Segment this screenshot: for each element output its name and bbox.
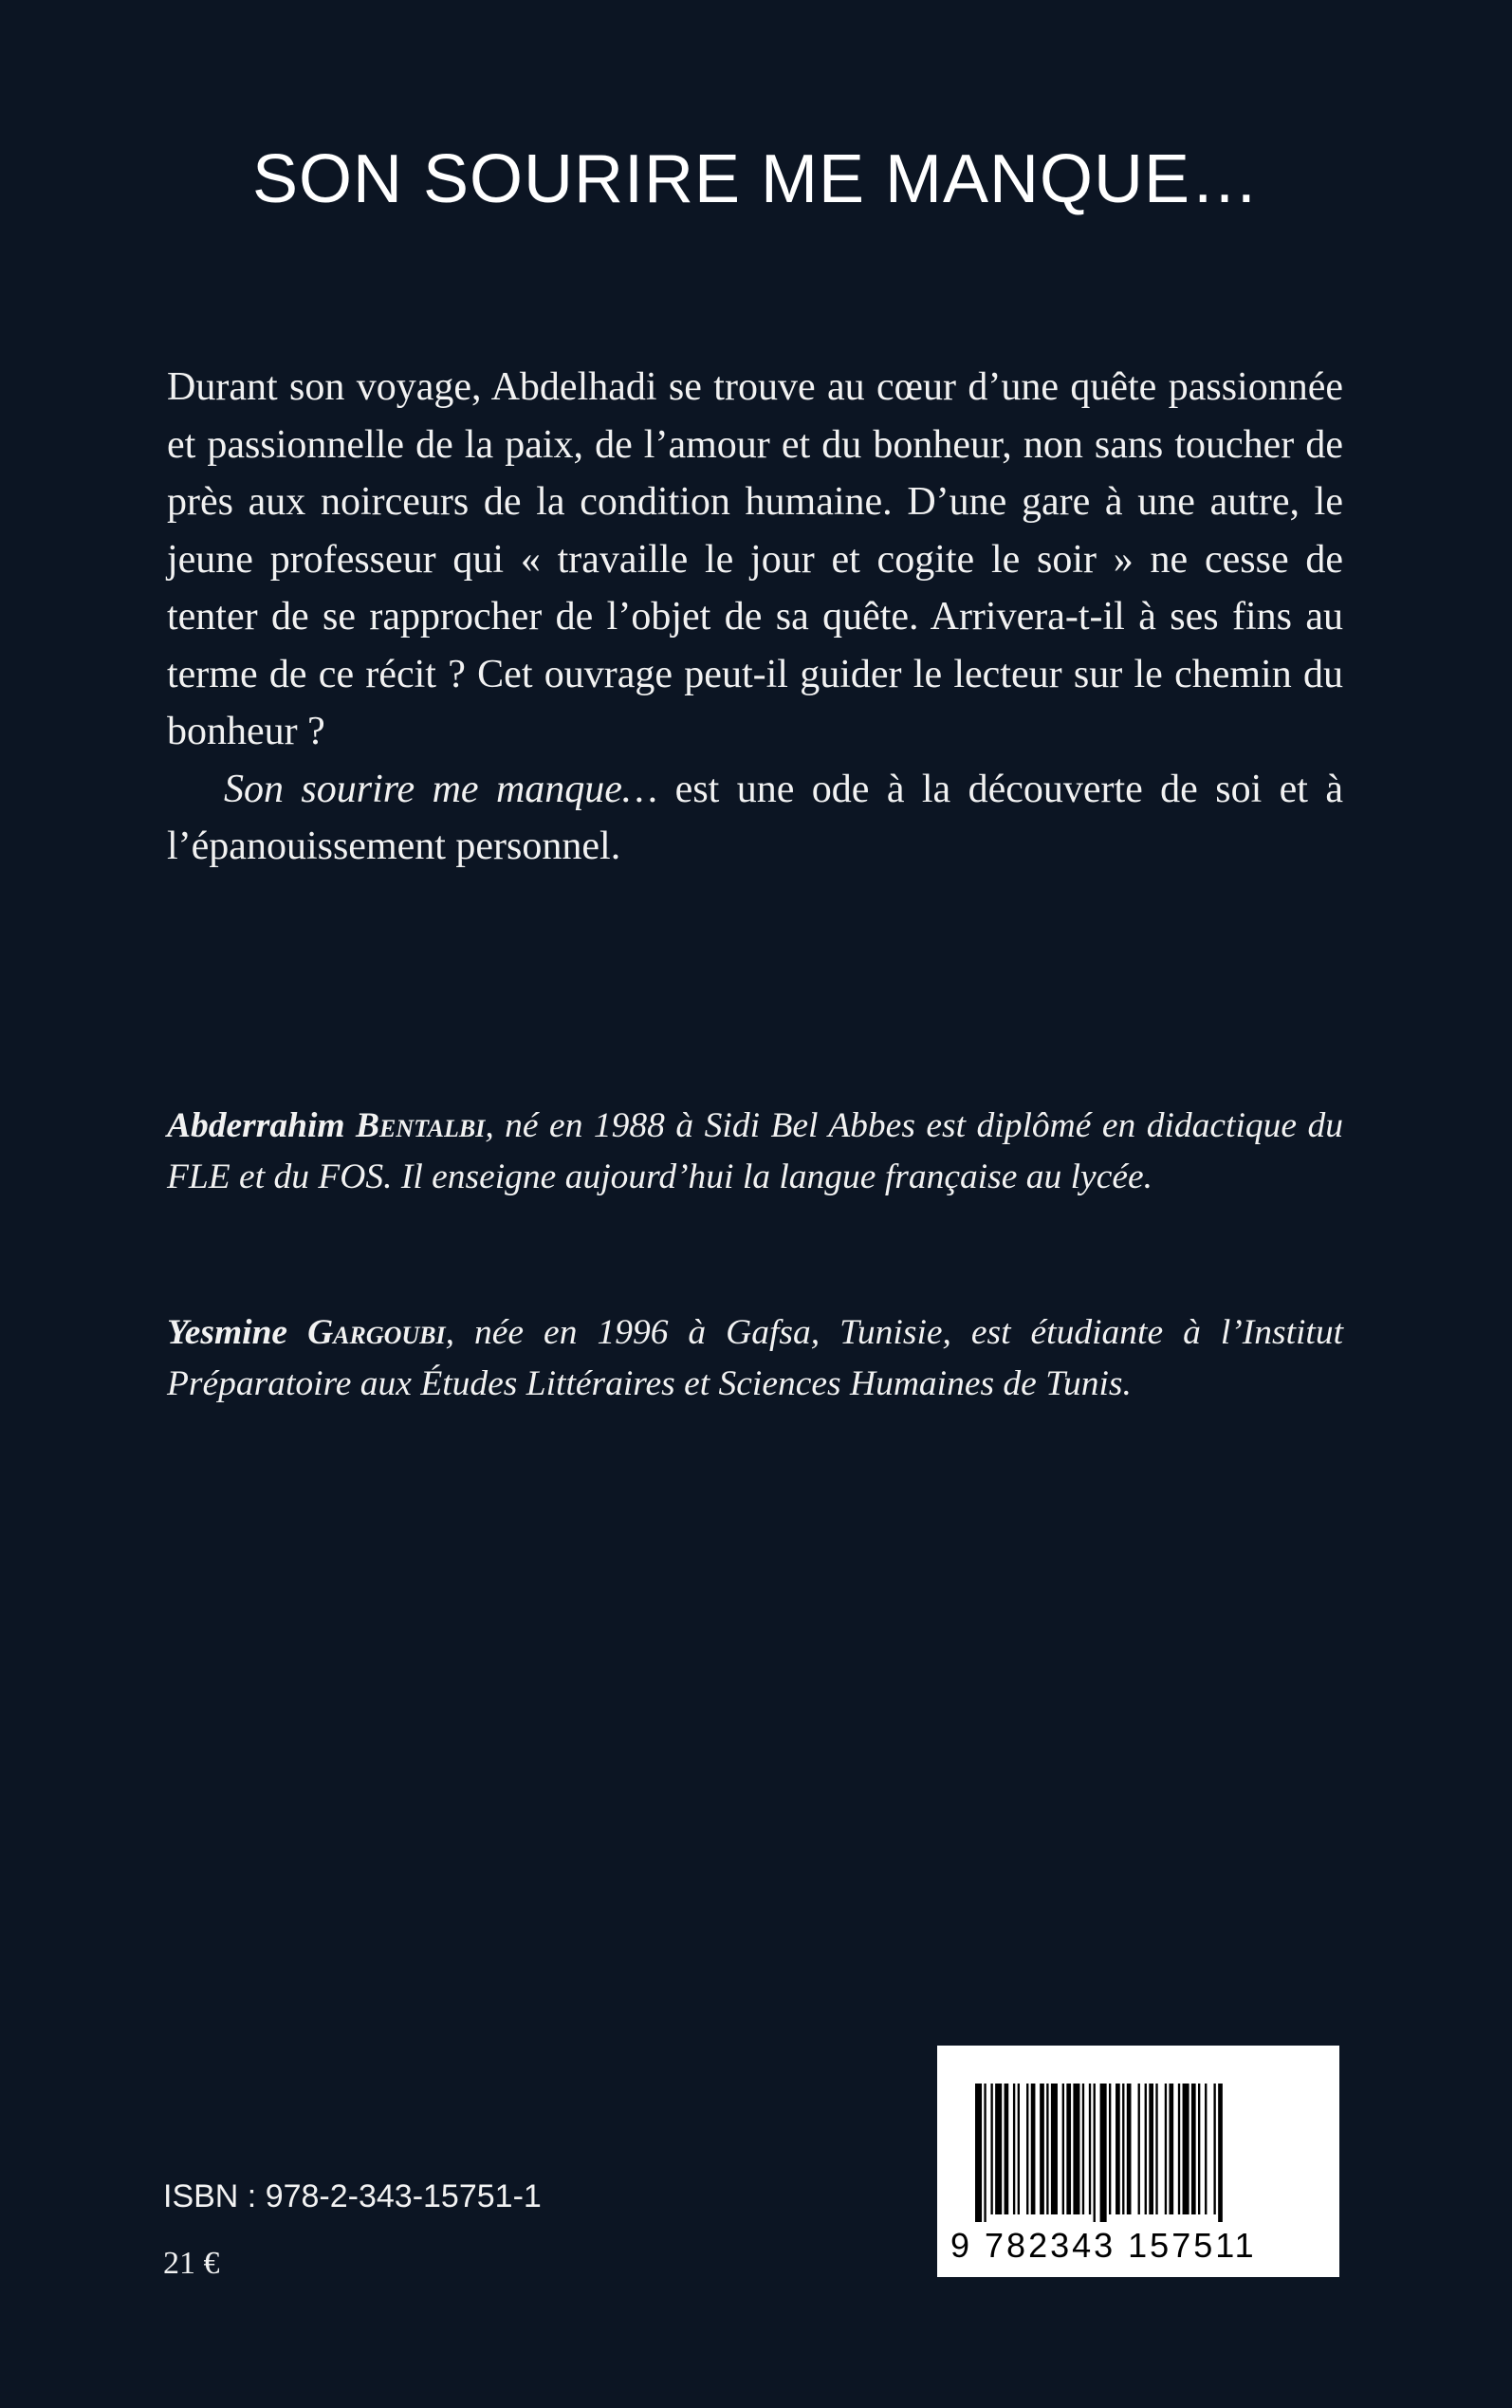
barcode-bar: [1073, 2084, 1079, 2214]
barcode-bar: [1089, 2084, 1091, 2214]
blurb-paragraph-1: Durant son voyage, Abdelhadi se trouve au cœur d’une quête passionnée et passionnelle de la paix, de l’amour et du bonheur, non sans toucher de près aux noirceurs de la condition humaine. D’une gare à une autre, le jeune professeur qui « travaille le jour et cogite le soir » ne cesse de tenter de se rapprocher de l’objet de sa quête. Arrivera-t-il à ses fins au terme de ce récit ? Cet ouvrage peut-il guider le lecteur sur le chemin du bonheur ?: [167, 365, 1343, 753]
author-1-bio-text: , né en 1988 à Sidi Bel Abbes est diplômé en didactique du FLE et du FOS. Il enseigne aujourd’hui la langue française au lycée.: [167, 1106, 1343, 1196]
barcode-bar: [1155, 2084, 1157, 2214]
barcode-bar: [1145, 2084, 1147, 2214]
author-bio-1: [167, 1101, 1343, 1202]
author-bio-2: [167, 1307, 1343, 1409]
barcode-bar: [1040, 2084, 1044, 2214]
barcode-bar: [1100, 2084, 1107, 2222]
barcode-bar: [1082, 2084, 1084, 2214]
barcode-bar: [1122, 2084, 1124, 2214]
barcode-bar: [1178, 2084, 1180, 2214]
barcode-bar: [990, 2084, 992, 2214]
barcode-bar: [1046, 2084, 1048, 2214]
barcode-bar: [1198, 2084, 1200, 2214]
barcode-bar: [1031, 2084, 1036, 2214]
barcode-bar: [1094, 2084, 1096, 2222]
barcode-bar: [1013, 2084, 1015, 2214]
barcode-bar: [1127, 2084, 1132, 2214]
blurb-paragraph-2: [167, 761, 1343, 876]
barcode-bar: [1062, 2084, 1064, 2214]
barcode-bar: [1149, 2084, 1153, 2214]
barcode-bar: [1018, 2084, 1020, 2214]
barcode-bar: [1213, 2084, 1215, 2214]
barcode-bar: [1116, 2084, 1120, 2214]
book-title: SON SOURIRE ME MANQUE…: [251, 141, 1261, 217]
barcode-bar: [1169, 2084, 1173, 2214]
barcode-bar: [1191, 2084, 1196, 2214]
barcode-digits: 9 782343 157511: [950, 2226, 1257, 2265]
barcode-bar: [995, 2084, 1002, 2214]
barcode-bar: [975, 2084, 982, 2222]
barcode-bar: [1205, 2084, 1207, 2214]
barcode-bar: [1109, 2084, 1111, 2214]
back-cover-blurb: [167, 359, 1343, 876]
author-2-last-name: Gargoubi: [307, 1313, 446, 1352]
barcode-bar: [1218, 2084, 1223, 2222]
barcode-bar: [984, 2084, 986, 2222]
author-1-first-name: Abderrahim: [167, 1106, 345, 1145]
blurb-title-italic: Son sourire me manque…: [224, 767, 658, 811]
barcode-bar: [1051, 2084, 1058, 2214]
barcode: [937, 2046, 1339, 2277]
isbn-label: ISBN : 978-2-343-15751-1: [163, 2178, 542, 2214]
barcode-icon: [975, 2084, 1301, 2222]
blurb-paragraph-2-text: est une ode à la découverte de soi et à l’épanouissement personnel.: [167, 767, 1343, 868]
barcode-bar: [1138, 2084, 1140, 2214]
price-label: 21 €: [163, 2246, 220, 2281]
barcode-bar: [1026, 2084, 1028, 2214]
barcode-bar: [1183, 2084, 1189, 2214]
barcode-bar: [1005, 2084, 1009, 2214]
barcode-bar: [1165, 2084, 1167, 2214]
barcode-bar: [1066, 2084, 1071, 2214]
author-2-bio-text: , née en 1996 à Gafsa, Tunisie, est étudiante à l’Institut Préparatoire aux Études Littéraires et Sciences Humaines de Tunis.: [167, 1313, 1343, 1403]
author-1-last-name: Bentalbi: [356, 1106, 486, 1145]
author-2-first-name: Yesmine: [167, 1313, 288, 1352]
